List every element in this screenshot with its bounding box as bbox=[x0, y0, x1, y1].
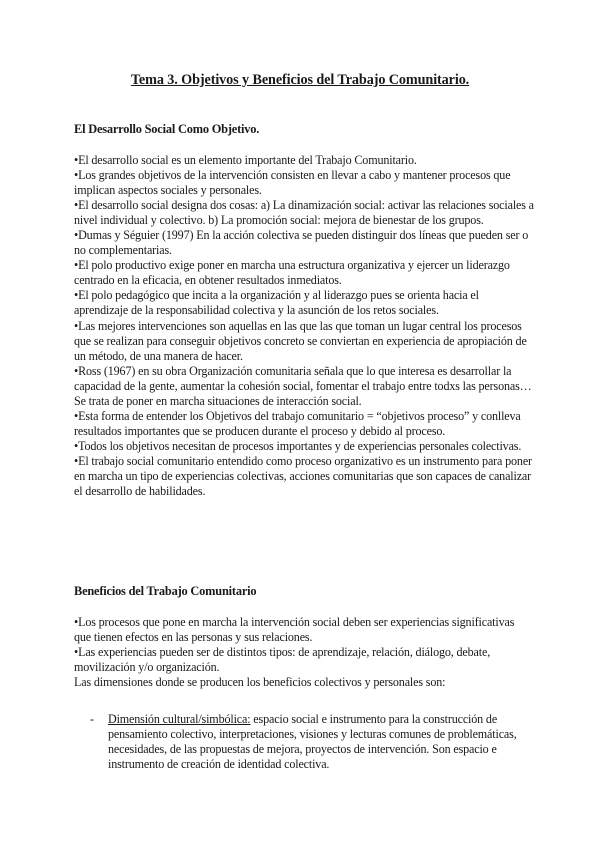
bullet-paragraph: •El polo productivo exige poner en marcha una estructura organizativa y ejercer un liderazgo centrado en la eficacia, en obtener resultados inmediatos. bbox=[74, 258, 510, 288]
dimension-term: Dimensión cultural/simbólica: bbox=[108, 712, 251, 726]
section-body-beneficios bbox=[74, 615, 534, 690]
section-heading-desarrollo: El Desarrollo Social Como Objetivo. bbox=[74, 122, 260, 136]
dimension-body bbox=[108, 712, 530, 772]
bullet-paragraph: •Las experiencias pueden ser de distintos tipos: de aprendizaje, relación, diálogo, debate, movilización y/o organización. bbox=[74, 645, 491, 675]
dimensions-intro: Las dimensiones donde se producen los beneficios colectivos y personales son: bbox=[74, 675, 446, 690]
section-body-desarrollo bbox=[74, 153, 534, 499]
bullet-paragraph: •Dumas y Séguier (1997) En la acción colectiva se pueden distinguir dos líneas que pueden ser o no complementarias. bbox=[74, 228, 529, 258]
bullet-paragraph: •Los grandes objetivos de la intervención consisten en llevar a cabo y mantener procesos que implican aspectos sociales y personales. bbox=[74, 168, 511, 198]
section-heading-beneficios: Beneficios del Trabajo Comunitario bbox=[74, 584, 257, 598]
bullet-paragraph: •Las mejores intervenciones son aquellas en las que las que toman un lugar central los procesos que se realizan para conseguir objetivos concreto se conviertan en experiencia de apropiación de un método, de una manera de hacer. bbox=[74, 318, 527, 363]
bullet-paragraph: •Todos los objetivos necesitan de procesos importantes y de experiencias personales colectivas. bbox=[74, 438, 522, 453]
bullet-paragraph: •Esta forma de entender los Objetivos del trabajo comunitario = “objetivos proceso” y conlleva resultados importantes que se producen durante el proceso y debido al proceso. bbox=[74, 408, 521, 438]
list-dash: - bbox=[90, 712, 94, 726]
bullet-paragraph: •Los procesos que pone en marcha la intervención social deben ser experiencias significativas que tienen efectos en las personas y sus relaciones. bbox=[74, 615, 515, 645]
dimension-list-item bbox=[90, 712, 530, 772]
bullet-paragraph: •El polo pedagógico que incita a la organización y al liderazgo pues se orienta hacia el aprendizaje de la responsabilidad colectiva y la asunción de los retos sociales. bbox=[74, 288, 479, 318]
bullet-paragraph: •El desarrollo social es un elemento importante del Trabajo Comunitario. bbox=[74, 153, 417, 167]
page-title: Tema 3. Objetivos y Beneficios del Trabajo Comunitario. bbox=[130, 72, 470, 88]
bullet-paragraph: •Ross (1967) en su obra Organización comunitaria señala que lo que interesa es desarrollar la capacidad de la gente, aumentar la cohesión social, fomentar el trabajo entre todxs las personas… Se trata de poner en marcha situaciones de interacción social. bbox=[74, 363, 532, 408]
dimension-description: espacio social e instrumento para la construcción de pensamiento colectivo, interpretaciones, visiones y lecturas comunes de problemáticas, necesidades, de las propuestas de mejora, proyectos de intervención. Son espacio e instrumento de creación de identidad colectiva. bbox=[108, 712, 517, 772]
bullet-paragraph: •El desarrollo social designa dos cosas: a) La dinamización social: activar las relaciones sociales a nivel individual y colectivo. b) La promoción social: mejora de bienestar de los grupos. bbox=[74, 198, 534, 228]
bullet-paragraph: •El trabajo social comunitario entendido como proceso organizativo es un instrumento para poner en marcha un tipo de experiencias colectivas, acciones comunitarias que son capaces de canalizar el desarrollo de habilidades. bbox=[74, 453, 532, 499]
